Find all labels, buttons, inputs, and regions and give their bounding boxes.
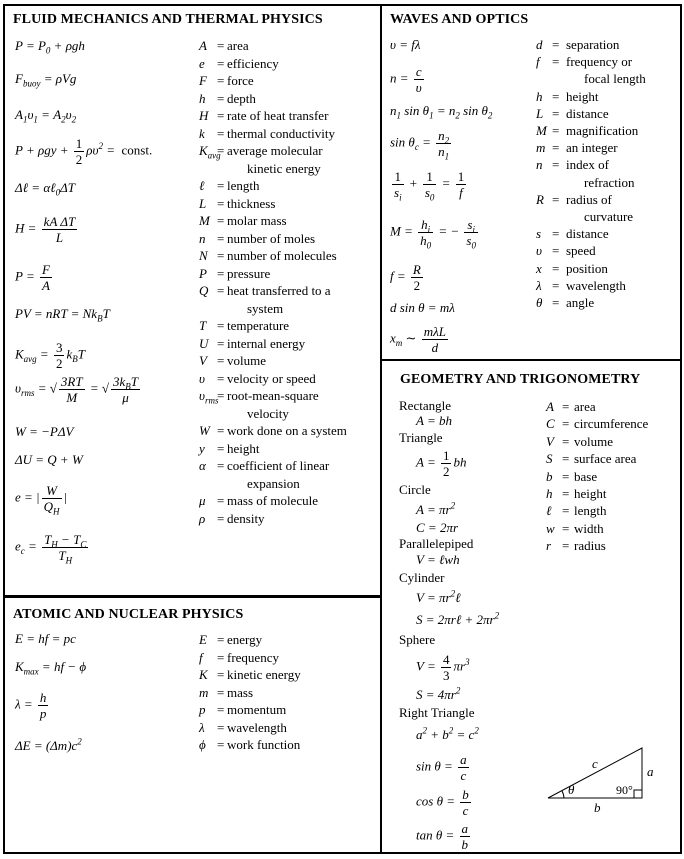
equals-sign: = bbox=[562, 451, 570, 467]
eq-rect-area: A = bh bbox=[416, 413, 452, 428]
definition-text: work done on a system bbox=[227, 423, 347, 438]
definition-text: distance bbox=[566, 226, 609, 242]
eq-cyl-volume: $V = \pi r^2\ell$ bbox=[416, 588, 461, 605]
definition-symbol: λ bbox=[199, 719, 205, 735]
equals-sign: = bbox=[217, 353, 225, 368]
equals-sign: = bbox=[217, 248, 225, 263]
equals-sign: = bbox=[217, 719, 225, 735]
triangle-label-b: b bbox=[594, 800, 601, 815]
eq-wave-speed: υ = fλ bbox=[390, 37, 421, 52]
definition-text: height bbox=[574, 486, 607, 501]
eq-pressure: P = $\frac{F}{A}$ bbox=[15, 262, 50, 293]
definition-text: coefficient of linear bbox=[227, 458, 330, 473]
eq-photon-energy: E = hf = pc bbox=[15, 631, 76, 646]
equals-sign: = bbox=[552, 191, 560, 207]
definition-symbol: w bbox=[546, 520, 555, 536]
definition-text: base bbox=[574, 468, 598, 484]
definition-text: energy bbox=[227, 632, 263, 647]
definition-text: thickness bbox=[227, 195, 276, 211]
eq-fringe: $x_m$ ∼ $\frac{\text{mλL}}{d}$ bbox=[390, 324, 446, 355]
eq-cosine: cos θ = $\frac{b}{c}$ bbox=[416, 787, 469, 818]
definition-symbol: f bbox=[199, 649, 203, 665]
definition-symbol: f bbox=[536, 54, 540, 70]
definition-symbol: n bbox=[536, 157, 543, 173]
eq-magnification: M = $\frac{h_i}{h_0}$ = − $\frac{s_i}{s_0}$ bbox=[390, 217, 476, 251]
definition-symbol: L bbox=[536, 105, 544, 121]
definition-symbol: V bbox=[546, 433, 554, 449]
equals-sign: = bbox=[217, 737, 225, 752]
eq-continuity: $A_1\upsilon_1 = A_2\upsilon_2$ bbox=[15, 107, 77, 125]
definition-text: temperature bbox=[227, 318, 290, 333]
eq-bernoulli: P + ρgy + $\frac{1}{2}$ $\rho\upsilon^2$ = const. bbox=[15, 136, 153, 167]
eq-sphere-surface: $S = 4\pi r^2$ bbox=[416, 685, 461, 702]
equals-sign: = bbox=[217, 178, 225, 193]
definition-symbol: y bbox=[199, 440, 205, 456]
definition-symbol: m bbox=[199, 684, 209, 700]
definition-text: radius bbox=[574, 538, 606, 554]
definition-symbol: T bbox=[199, 318, 207, 333]
definition-symbol: m bbox=[536, 140, 546, 156]
equals-sign: = bbox=[562, 486, 570, 501]
eq-thin-lens: $\frac{1}{s_i}$ + $\frac{1}{s_0}$ = $\frac{1}{f}$ bbox=[394, 169, 465, 203]
definition-text: area bbox=[227, 38, 249, 53]
triangle-label-a: a bbox=[647, 764, 654, 779]
equals-sign: = bbox=[217, 318, 225, 333]
definition-text: molar mass bbox=[227, 213, 287, 228]
equals-sign: = bbox=[562, 538, 570, 554]
eq-focal: f = $\frac{R}{2}$ bbox=[390, 262, 421, 293]
equals-sign: = bbox=[552, 37, 560, 52]
equals-sign: = bbox=[217, 493, 225, 508]
definition-symbol: A bbox=[546, 399, 554, 414]
triangle-label-theta: θ bbox=[568, 782, 575, 797]
eq-critical: $\sin \theta_c$ = $\frac{n_2}{n_1}$ bbox=[390, 128, 450, 162]
definition-text: surface area bbox=[574, 451, 637, 467]
definition-text: refraction bbox=[584, 174, 635, 190]
equals-sign: = bbox=[562, 433, 570, 449]
definition-text: force bbox=[227, 73, 254, 88]
equals-sign: = bbox=[552, 260, 560, 276]
eq-heat-conduction: H = $\frac{\text{kA ΔT}}{L}$ bbox=[15, 214, 76, 245]
definition-symbol: e bbox=[199, 55, 205, 71]
eq-carnot: $e_c$ = $\frac{T_H - T_C}{T_H}$ bbox=[15, 532, 87, 566]
definition-symbol: K bbox=[199, 667, 208, 682]
definition-text: velocity or speed bbox=[227, 370, 316, 386]
definition-text: length bbox=[574, 503, 607, 519]
eq-kavg: $K_{avg}$ = $\frac{3}{2}$ $k_BT$ bbox=[15, 340, 85, 371]
definition-symbol: h bbox=[536, 88, 543, 104]
eq-cyl-surface: S = 2πrℓ + $2\pi r^2$ bbox=[416, 610, 500, 627]
definition-text: frequency bbox=[227, 649, 279, 665]
equals-sign: = bbox=[217, 108, 225, 123]
definition-text: work function bbox=[227, 737, 301, 752]
equals-sign: = bbox=[217, 370, 225, 386]
definition-symbol: ϕ bbox=[199, 737, 206, 752]
shape-cylinder: Cylinder bbox=[399, 570, 445, 585]
eq-snell: $n_1$ $\sin \theta_1 = n_2$ $\sin \theta_2$ bbox=[390, 103, 493, 121]
equals-sign: = bbox=[562, 399, 570, 414]
equals-sign: = bbox=[552, 54, 560, 70]
equals-sign: = bbox=[217, 265, 225, 281]
equals-sign: = bbox=[552, 243, 560, 259]
eq-double-slit: d sin θ = mλ bbox=[390, 300, 455, 315]
definition-text: density bbox=[227, 510, 265, 526]
shape-triangle: Triangle bbox=[399, 430, 443, 445]
definition-symbol: υ bbox=[536, 243, 542, 259]
equals-sign: = bbox=[217, 335, 225, 351]
shape-rectangle: Rectangle bbox=[399, 398, 451, 413]
definition-text: position bbox=[566, 260, 608, 276]
definition-text: separation bbox=[566, 37, 620, 52]
definition-symbol: λ bbox=[536, 277, 542, 293]
definition-text: average molecular bbox=[227, 143, 323, 158]
definition-symbol: ℓ bbox=[546, 503, 552, 519]
definition-symbol: k bbox=[199, 125, 205, 141]
definition-symbol: h bbox=[546, 486, 553, 501]
definition-symbol: C bbox=[546, 416, 555, 432]
eq-tangent: tan θ = $\frac{a}{b}$ bbox=[416, 821, 469, 852]
definition-symbol: $\upsilon_{rms}$ bbox=[199, 388, 219, 406]
definition-symbol: r bbox=[546, 538, 552, 554]
definition-symbol: R bbox=[536, 191, 544, 207]
definition-text: angle bbox=[566, 295, 595, 310]
definition-symbol: N bbox=[199, 248, 208, 263]
waves-title: WAVES AND OPTICS bbox=[390, 12, 529, 27]
atomic-title: ATOMIC AND NUCLEAR PHYSICS bbox=[13, 607, 244, 622]
definition-symbol: b bbox=[546, 468, 553, 484]
definition-text: wavelength bbox=[227, 719, 287, 735]
definition-symbol: s bbox=[536, 226, 542, 242]
equals-sign: = bbox=[552, 105, 560, 121]
equals-sign: = bbox=[217, 90, 225, 106]
definition-text: kinetic energy bbox=[227, 667, 301, 682]
definition-text: rate of heat transfer bbox=[227, 108, 329, 123]
right-triangle-diagram bbox=[540, 740, 670, 820]
definition-symbol: ℓ bbox=[199, 178, 205, 193]
definition-symbol: p bbox=[199, 702, 206, 717]
definition-symbol: E bbox=[199, 632, 207, 647]
eq-vrms: $\upsilon_{rms}$ = √ $\frac{3RT}{M}$ = √ $\frac{3k_BT}{\mu}$ bbox=[15, 374, 139, 405]
equals-sign: = bbox=[217, 38, 225, 53]
eq-pythagorean: $a^2 + b^2 = c^2$ bbox=[416, 725, 479, 742]
equals-sign: = bbox=[217, 195, 225, 211]
shape-parallelepiped: Parallelepiped bbox=[399, 536, 474, 551]
eq-work: W = −PΔV bbox=[15, 424, 74, 439]
eq-box-volume: V = ℓwh bbox=[416, 552, 460, 567]
eq-de-broglie: λ = $\frac{h}{p}$ bbox=[15, 690, 47, 721]
definition-text: heat transferred to a bbox=[227, 283, 331, 298]
definition-text: an integer bbox=[566, 140, 618, 156]
definition-symbol: α bbox=[199, 458, 206, 473]
equals-sign: = bbox=[217, 649, 225, 665]
definition-text: width bbox=[574, 520, 604, 536]
definition-text: velocity bbox=[247, 405, 289, 421]
definition-symbol: M bbox=[536, 123, 547, 138]
eq-tri-area: A = $\frac{1}{2}$ bh bbox=[416, 448, 467, 479]
definition-symbol: d bbox=[536, 37, 543, 52]
definition-text: volume bbox=[574, 433, 613, 449]
definition-text: height bbox=[227, 440, 260, 456]
definition-symbol: n bbox=[199, 230, 206, 246]
triangle-label-right-angle: 90° bbox=[616, 783, 633, 797]
definition-text: mass of molecule bbox=[227, 493, 318, 508]
shape-right-triangle: Right Triangle bbox=[399, 705, 475, 720]
shape-sphere: Sphere bbox=[399, 632, 436, 647]
definition-text: wavelength bbox=[566, 277, 626, 293]
definition-text: thermal conductivity bbox=[227, 125, 335, 141]
eq-expansion: Δℓ = αℓ$_0$ΔT bbox=[15, 180, 75, 198]
definition-text: speed bbox=[566, 243, 596, 259]
equals-sign: = bbox=[217, 283, 225, 298]
definition-text: radius of bbox=[566, 191, 612, 207]
equals-sign: = bbox=[552, 123, 560, 138]
eq-sine: sin θ = $\frac{a}{c}$ bbox=[416, 752, 467, 783]
equals-sign: = bbox=[217, 458, 225, 473]
definition-symbol: P bbox=[199, 265, 207, 281]
definition-symbol: μ bbox=[199, 493, 206, 508]
definition-text: depth bbox=[227, 90, 256, 106]
equals-sign: = bbox=[552, 88, 560, 104]
eq-mass-energy: $\Delta E = (\Delta m)c^2$ bbox=[15, 736, 82, 753]
eq-circumference: C = 2πr bbox=[416, 520, 459, 535]
equals-sign: = bbox=[217, 143, 225, 158]
definition-text: focal length bbox=[584, 71, 646, 87]
equals-sign: = bbox=[562, 468, 570, 484]
definition-symbol: U bbox=[199, 335, 209, 351]
equals-sign: = bbox=[217, 684, 225, 700]
equals-sign: = bbox=[562, 503, 570, 519]
definition-symbol: Q bbox=[199, 283, 209, 298]
equals-sign: = bbox=[217, 388, 225, 403]
definition-text: system bbox=[247, 300, 284, 316]
definition-text: distance bbox=[566, 105, 609, 121]
definition-text: length bbox=[227, 178, 260, 193]
definition-symbol: A bbox=[199, 38, 207, 53]
equals-sign: = bbox=[217, 440, 225, 456]
eq-ideal-gas: PV = nRT = $Nk_BT$ bbox=[15, 306, 110, 324]
definition-text: magnification bbox=[566, 123, 639, 138]
eq-pressure-depth: $P = P_0 + \rho gh$ bbox=[15, 38, 85, 56]
definition-text: momentum bbox=[227, 702, 287, 717]
definition-text: height bbox=[566, 88, 599, 104]
definition-symbol: W bbox=[199, 423, 210, 438]
definition-symbol: θ bbox=[536, 295, 543, 310]
equals-sign: = bbox=[217, 213, 225, 228]
definition-text: internal energy bbox=[227, 335, 306, 351]
equals-sign: = bbox=[217, 125, 225, 141]
eq-efficiency: e = | $\frac{W}{Q_H}$ | bbox=[15, 483, 68, 517]
equals-sign: = bbox=[552, 157, 560, 173]
equals-sign: = bbox=[562, 520, 570, 536]
definition-symbol: h bbox=[199, 90, 206, 106]
definition-symbol: υ bbox=[199, 370, 205, 386]
definition-text: expansion bbox=[247, 475, 300, 491]
equals-sign: = bbox=[217, 667, 225, 682]
definition-symbol: F bbox=[199, 73, 207, 88]
definition-symbol: S bbox=[546, 451, 553, 467]
equals-sign: = bbox=[217, 423, 225, 438]
definition-text: frequency or bbox=[566, 54, 633, 70]
eq-first-law: ΔU = Q + W bbox=[15, 452, 83, 467]
definition-text: circumference bbox=[574, 416, 649, 432]
equals-sign: = bbox=[562, 416, 570, 432]
definition-text: volume bbox=[227, 353, 266, 368]
definition-symbol: V bbox=[199, 353, 207, 368]
definition-symbol: M bbox=[199, 213, 210, 228]
eq-buoyancy: $F_{buoy} = \rho Vg$ bbox=[15, 71, 77, 89]
eq-photoelectric: $K_{max}$ = hf − ϕ bbox=[15, 659, 87, 677]
definition-text: area bbox=[574, 399, 596, 414]
eq-circle-area: $A = \pi r^2$ bbox=[416, 500, 456, 517]
definition-text: root-mean-square bbox=[227, 388, 319, 403]
eq-sphere-volume: V = $\frac{4}{3}$ $\pi r^3$ bbox=[416, 652, 470, 683]
definition-symbol: $K_{avg}$ bbox=[199, 143, 221, 161]
definition-text: pressure bbox=[227, 265, 271, 281]
equals-sign: = bbox=[217, 702, 225, 717]
definition-text: mass bbox=[227, 684, 253, 700]
fluid-title: FLUID MECHANICS AND THERMAL PHYSICS bbox=[13, 12, 323, 27]
definition-text: curvature bbox=[584, 209, 634, 224]
equals-sign: = bbox=[217, 510, 225, 526]
geometry-title: GEOMETRY AND TRIGONOMETRY bbox=[400, 372, 641, 387]
definition-symbol: ρ bbox=[199, 510, 206, 526]
definition-symbol: x bbox=[536, 260, 542, 276]
equals-sign: = bbox=[217, 230, 225, 246]
equals-sign: = bbox=[552, 277, 560, 293]
equals-sign: = bbox=[217, 55, 225, 71]
definition-text: kinetic energy bbox=[247, 160, 321, 176]
definition-text: efficiency bbox=[227, 55, 279, 71]
equals-sign: = bbox=[552, 295, 560, 310]
definition-text: number of molecules bbox=[227, 248, 337, 263]
shape-circle: Circle bbox=[399, 482, 431, 497]
equals-sign: = bbox=[552, 140, 560, 156]
equals-sign: = bbox=[552, 226, 560, 242]
definition-symbol: H bbox=[199, 108, 209, 123]
equals-sign: = bbox=[217, 73, 225, 88]
eq-index: n = $\frac{c}{\upsilon}$ bbox=[390, 64, 422, 95]
definition-text: number of moles bbox=[227, 230, 316, 246]
definition-symbol: L bbox=[199, 195, 207, 211]
equals-sign: = bbox=[217, 632, 225, 647]
triangle-label-c: c bbox=[592, 756, 598, 771]
definition-text: index of bbox=[566, 157, 609, 173]
